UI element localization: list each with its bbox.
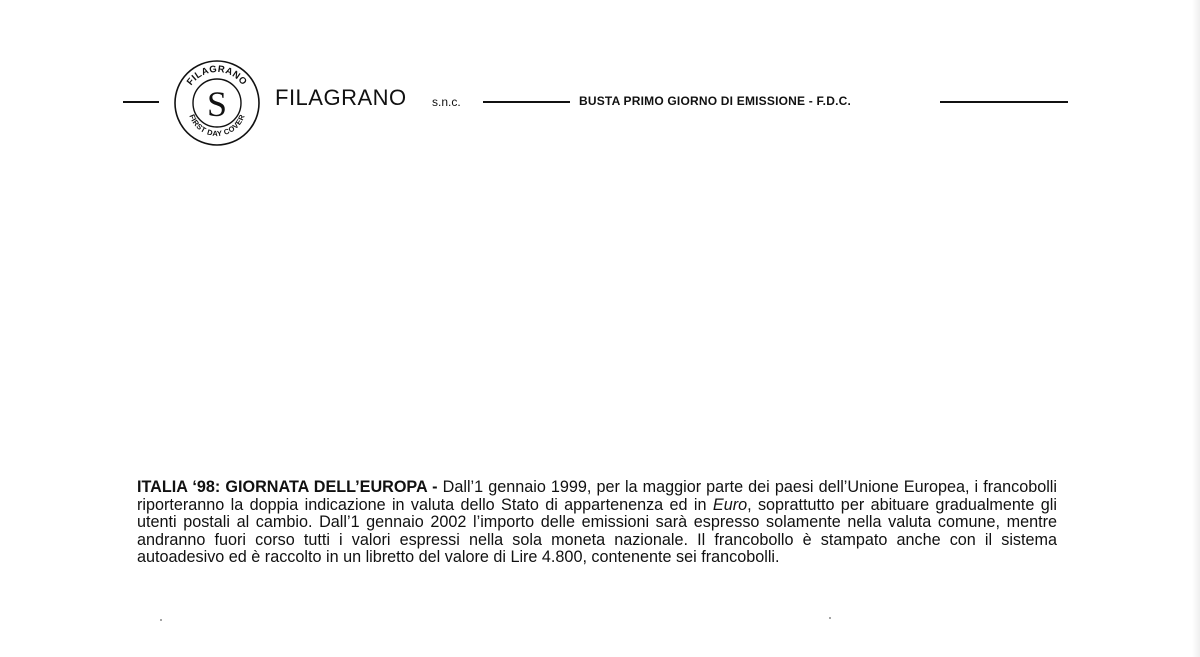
company-suffix: s.n.c. <box>432 95 461 109</box>
seal-top-text: FILAGRANO <box>184 63 250 88</box>
company-name: FILAGRANO <box>275 85 407 110</box>
description-text-part-1: Dall’1 gennaio 1999, per la maggior parte dei paesi dell’Unione Europea, i francobolli riporteranno la doppia indicazione in valuta dello Stato di appartenenza ed in <box>137 478 1057 514</box>
header-line-right <box>940 101 1068 103</box>
header-line-middle <box>483 101 570 103</box>
scan-edge <box>1192 0 1200 657</box>
header-line-left <box>123 101 159 103</box>
description-euro: Euro <box>712 495 748 514</box>
description-title: ITALIA ‘98: GIORNATA DELL’EUROPA - <box>137 478 438 496</box>
filagrano-seal-logo <box>173 59 261 147</box>
seal-bottom-text: FIRST DAY COVER <box>187 112 247 139</box>
cover-type-label: BUSTA PRIMO GIORNO DI EMISSIONE - F.D.C. <box>579 94 852 108</box>
seal-letter: S <box>206 84 228 124</box>
description-text-part-2: , soprattutto per abituare gradualmente gli utenti postali al cambio. Dall’1 gennaio 2002 l’importo delle emissioni sarà espresso solamente nella valuta comune, mentre andranno fuori corso tutti i valori espressi nella sola moneta nazionale. Il francobollo è stampato anche con il sistema autoadesivo ed è raccolto in un libretto del valore di Lire 4.800, contenente sei francobolli. <box>137 495 1057 566</box>
scan-speck <box>160 619 162 621</box>
scan-speck <box>829 617 831 619</box>
stamp-description <box>137 479 1057 567</box>
